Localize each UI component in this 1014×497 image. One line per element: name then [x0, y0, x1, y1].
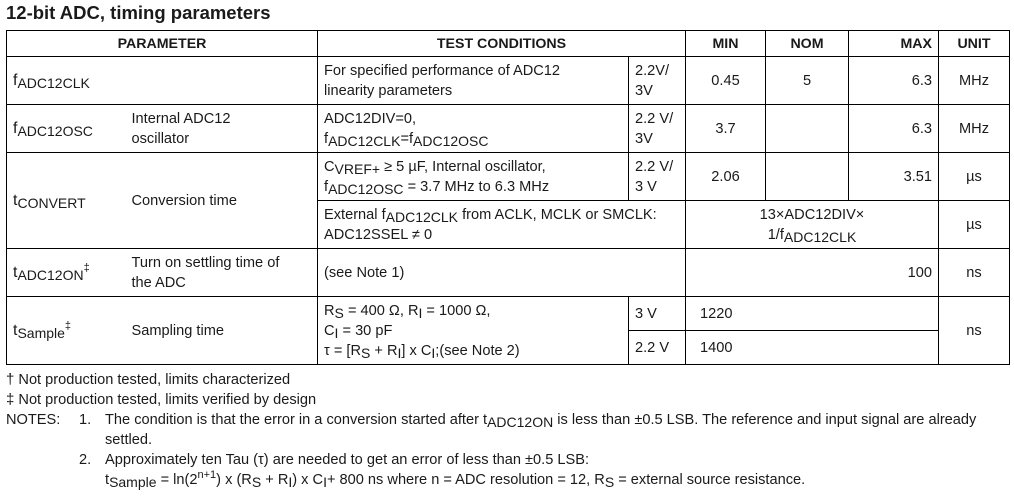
unit-value: MHz [939, 57, 1010, 105]
notes-label: NOTES: [6, 412, 61, 428]
supply-voltage: 2.2V/ 3V [629, 57, 686, 105]
test-condition: $R_S = 400$ Ω, $R_I = 1000$ Ω, $C_I = 30$ pF $\tau = [R_S + R_I]$ x $C_I;(see$ Note 2) [318, 297, 629, 365]
min-value: 0.45 [686, 57, 766, 105]
note-1: NOTES: 1. The condition is that the error in a conversion started after $t_{ADC12ON}$ is less than ±0.5 LSB. The reference and input signal are already settled. [6, 412, 977, 448]
footnote-double-dagger: ‡ Not production tested, limits verified by design [6, 391, 317, 408]
note-number: 2. [79, 452, 92, 468]
nom-value [766, 105, 849, 153]
min-value: 2.06 [686, 153, 766, 201]
supply-voltage: 2.2 V [629, 331, 686, 365]
param-description [126, 57, 318, 105]
max-value: 6.3 [849, 105, 939, 153]
unit-value: ns [939, 249, 1010, 297]
param-symbol: $f_{ADC12OSC}$ [7, 105, 126, 153]
param-description: Turn on settling time of the ADC [126, 249, 318, 297]
header-parameter: PARAMETER [7, 31, 318, 57]
test-condition: (see Note 1) [318, 249, 686, 297]
timing-parameters-table [6, 30, 1010, 365]
footnote-dagger: † Not production tested, limits characterized [6, 371, 291, 388]
footnotes-section [6, 370, 1011, 490]
min-value: 1400 [686, 331, 939, 365]
param-symbol: $t_{CONVERT}$ [7, 153, 126, 249]
max-value: 100 [686, 249, 939, 297]
supply-voltage: 2.2 V/ 3V [629, 105, 686, 153]
param-symbol: $t_{Sample}^\ddagger$ [7, 297, 126, 365]
test-condition: For specified performance of ADC12 linearity parameters [318, 57, 629, 105]
note-number: 1. [79, 412, 92, 428]
supply-voltage: 2.2 V/ 3 V [629, 153, 686, 201]
param-description: Conversion time [126, 153, 318, 249]
max-value: 6.3 [849, 57, 939, 105]
typical-formula: 13×ADC12DIV× $1/f_{ADC12CLK}$ [686, 201, 939, 249]
header-unit: UNIT [939, 31, 1010, 57]
unit-value: µs [939, 153, 1010, 201]
nom-value [766, 153, 849, 201]
test-condition: $C_{VREF+} \ge 5$ µF, Internal oscillator, $f_{ADC12OSC} = 3.7$ MHz to 6.3 MHz [318, 153, 629, 201]
test-condition: ADC12DIV=0, $f_{ADC12CLK}=f_{ADC12OSC}$ [318, 105, 629, 153]
param-description: Internal ADC12 oscillator [126, 105, 318, 153]
min-value: 1220 [686, 297, 939, 331]
header-nom: NOM [766, 31, 849, 57]
test-condition: External $f_{ADC12CLK}$ from ACLK, MCLK or SMCLK: ADC12SSEL ≠ 0 [318, 201, 686, 249]
supply-voltage: 3 V [629, 297, 686, 331]
param-description: Sampling time [126, 297, 318, 365]
header-min: MIN [686, 31, 766, 57]
header-test-conditions: TEST CONDITIONS [318, 31, 686, 57]
min-value: 3.7 [686, 105, 766, 153]
table-row [7, 105, 1010, 153]
header-max: MAX [849, 31, 939, 57]
sample-time-formula: $t_{Sample} = \ln(2^{n+1})$ x $(R_S + R_I)$ x $C_I+ 800$ ns where n = ADC resolution = 12, $R_S$ = external source resistance. [105, 469, 806, 490]
unit-value: MHz [939, 105, 1010, 153]
param-symbol: $t_{ADC12ON}^\ddagger$ [7, 249, 126, 297]
nom-value: 5 [766, 57, 849, 105]
note-2: 2. Approximately ten Tau (τ) are needed to get an error of less than ±0.5 LSB: $t_{Sample} = \ln(2^{n+1})$ x $(R_S + R_I)$ x $C_I+ 800$ ns where n = ADC resolution = 12, $R_S$ = external source resistance. [6, 450, 1011, 490]
unit-value: ns [939, 297, 1010, 365]
page-title: 12-bit ADC, timing parameters [6, 2, 271, 23]
param-symbol: $f_{ADC12CLK}$ [7, 57, 126, 105]
unit-value: µs [939, 201, 1010, 249]
table-row [7, 249, 1010, 297]
table-row [7, 153, 1010, 201]
max-value: 3.51 [849, 153, 939, 201]
table-row [7, 297, 1010, 331]
header-row [7, 31, 1010, 57]
table-row [7, 57, 1010, 105]
